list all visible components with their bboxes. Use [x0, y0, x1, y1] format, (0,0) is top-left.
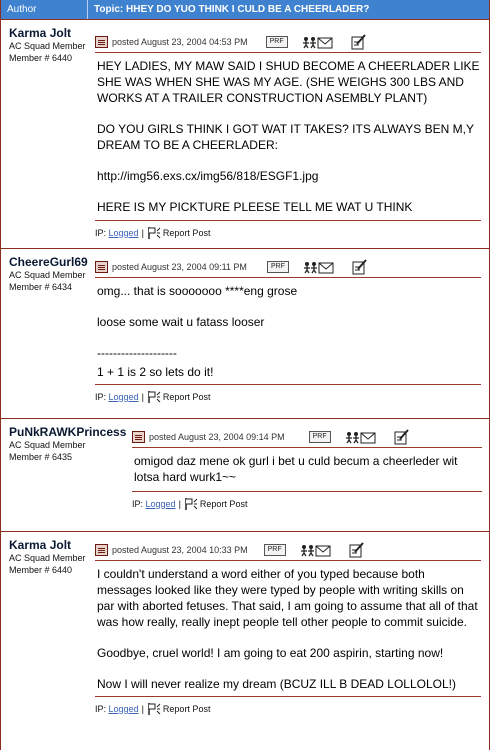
author-role: AC Squad Member	[9, 440, 86, 450]
post-author	[9, 255, 88, 293]
author-name[interactable]: PuNkRAWKPrincess	[9, 425, 127, 439]
member-number: Member # 6435	[9, 452, 73, 462]
private-message-icon[interactable]	[302, 36, 333, 49]
ip-logged-link[interactable]: Logged	[108, 704, 139, 714]
report-post-link[interactable]: Report Post	[162, 392, 211, 402]
post-paragraph: loose some wait u fatass looser	[97, 315, 265, 329]
footer-separator: |	[178, 499, 181, 509]
post-author	[9, 425, 126, 463]
report-post-icon[interactable]	[147, 226, 161, 240]
post-paragraph: omg... that is sooooooo ****eng grose	[97, 284, 298, 298]
footer-separator: |	[141, 392, 144, 402]
post-body	[95, 53, 481, 215]
ip-label: IP:	[95, 392, 107, 402]
edit-quote-icon[interactable]	[349, 542, 365, 558]
post-date: posted August 23, 2004 09:14 PM	[149, 432, 285, 442]
post-link: http://img56.exs.cx/img56/818/ESGF1.jpg	[97, 169, 319, 183]
post	[1, 20, 489, 249]
post-body	[95, 278, 481, 380]
post-icon	[95, 261, 108, 273]
edit-quote-icon[interactable]	[394, 429, 410, 445]
post-meta	[95, 32, 481, 52]
post-message	[95, 257, 481, 404]
post-paragraph: Now I will never realize my dream (BCUZ ILL B DEAD LOLLOLOL!)	[97, 677, 456, 691]
post-date: posted August 23, 2004 09:11 PM	[112, 262, 247, 272]
footer-separator: |	[141, 228, 144, 238]
author-column-header: Author	[1, 0, 88, 19]
edit-quote-icon[interactable]	[352, 259, 368, 275]
report-post-link[interactable]: Report Post	[162, 704, 211, 714]
signature-text: 1 + 1 is 2 so lets do it!	[97, 365, 214, 379]
post-body	[95, 561, 481, 692]
member-number: Member # 6440	[9, 53, 73, 63]
report-post-icon[interactable]	[184, 497, 198, 511]
author-role: AC Squad Member	[9, 553, 86, 563]
profile-icon[interactable]: PRF	[309, 431, 331, 443]
post-footer	[132, 492, 482, 511]
post-meta	[132, 427, 482, 447]
post-author	[9, 538, 86, 576]
post-footer	[95, 385, 481, 404]
post-paragraph: Goodbye, cruel world! I am going to eat 200 aspirin, starting now!	[97, 646, 444, 660]
member-number: Member # 6440	[9, 565, 73, 575]
report-post-link[interactable]: Report Post	[199, 499, 248, 509]
post-body	[132, 448, 482, 485]
post-icon	[95, 544, 108, 556]
author-name[interactable]: CheereGurl69	[9, 255, 88, 269]
member-number: Member # 6434	[9, 282, 73, 292]
post-paragraph: DO YOU GIRLS THINK I GOT WAT IT TAKES? ITS ALWAYS BEN M,Y DREAM TO BE A CHEERLADER:	[97, 122, 474, 152]
profile-icon[interactable]: PRF	[267, 261, 289, 273]
post-message	[132, 427, 482, 511]
post-meta	[95, 257, 481, 277]
ip-label: IP:	[132, 499, 144, 509]
private-message-icon[interactable]	[345, 431, 376, 444]
post	[1, 419, 489, 532]
report-post-icon[interactable]	[147, 390, 161, 404]
report-post-icon[interactable]	[147, 702, 161, 716]
post-date: posted August 23, 2004 04:53 PM	[112, 37, 248, 47]
post-paragraph: HERE IS MY PICKTURE PLEESE TELL ME WAT U THINK	[97, 200, 413, 214]
post	[1, 249, 489, 419]
signature-divider: --------------------	[97, 346, 177, 360]
ip-label: IP:	[95, 704, 107, 714]
post-icon	[132, 431, 145, 443]
ip-logged-link[interactable]: Logged	[108, 392, 139, 402]
topic-title: Topic: HHEY DO YUO THINK I CULD BE A CHEERLADER?	[94, 4, 370, 15]
post-footer	[95, 221, 481, 240]
private-message-icon[interactable]	[303, 261, 334, 274]
post-author	[9, 26, 86, 64]
thread-header	[1, 0, 489, 20]
profile-icon[interactable]: PRF	[266, 36, 288, 48]
post-paragraph: I couldn't understand a word either of you typed because both messages looked like they were typed by people with writing skills on par with aborted fetuses. That said, I am going to assume that all of that was how really, really inept people tell other people to commit suicide.	[97, 567, 478, 629]
edit-quote-icon[interactable]	[351, 34, 367, 50]
profile-icon[interactable]: PRF	[264, 544, 286, 556]
post-message	[95, 32, 481, 240]
post	[1, 532, 489, 750]
report-post-link[interactable]: Report Post	[162, 228, 211, 238]
post-paragraph: omigod daz mene ok gurl i bet u culd becum a cheerleder wit lotsa hard wurk1~~	[134, 454, 458, 484]
author-role: AC Squad Member	[9, 270, 86, 280]
author-role: AC Squad Member	[9, 41, 86, 51]
footer-separator: |	[141, 704, 144, 714]
private-message-icon[interactable]	[300, 544, 331, 557]
author-name[interactable]: Karma Jolt	[9, 538, 72, 552]
ip-logged-link[interactable]: Logged	[108, 228, 139, 238]
post-icon	[95, 36, 108, 48]
author-name[interactable]: Karma Jolt	[9, 26, 72, 40]
post-paragraph: HEY LADIES, MY MAW SAID I SHUD BECOME A CHEERLADER LIKE SHE WAS WHEN SHE WAS MY AGE. (SHE WEIGHS 300 LBS AND WORKS AT A TRAILER CONSTRUCTION ASEMBLY PLANT)	[97, 59, 480, 105]
post-date: posted August 23, 2004 10:33 PM	[112, 545, 248, 555]
post-footer	[95, 697, 481, 716]
ip-logged-link[interactable]: Logged	[145, 499, 176, 509]
post-message	[95, 540, 481, 716]
ip-label: IP:	[95, 228, 107, 238]
post-meta	[95, 540, 481, 560]
